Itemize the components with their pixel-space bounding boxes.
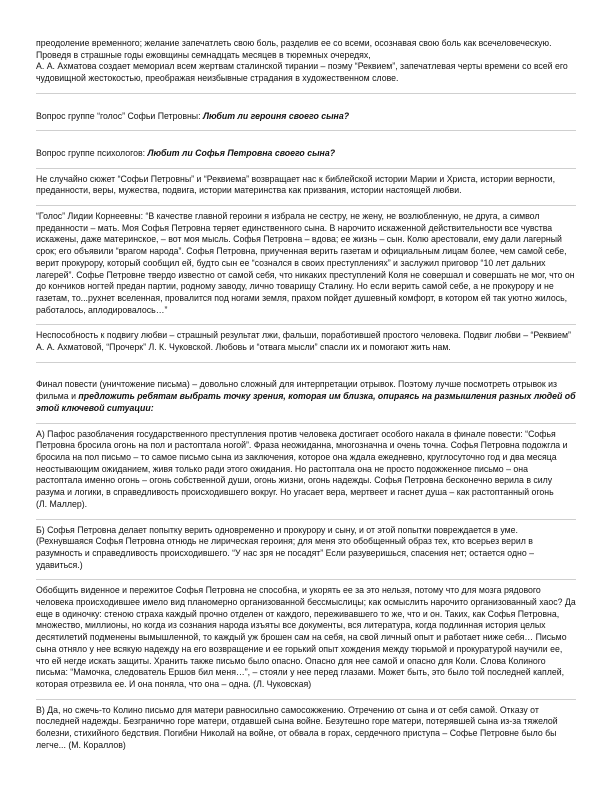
separator [36,699,576,700]
viewpoint-b: Б) Софья Петровна делает попытку верить одновременно и прокурору и сыну, и от этой попытки повреждается в уме. (Рехнувшаяся Софья Петровна отнюдь не лирическая героиня; для меня это обобщенный образ тех, кто всерьез верил в разумность и справедливость происходившего. “У нас зря не посадят” Если разуверишься, спасения нет; остается одно – удавиться.) [36,524,535,570]
separator [36,324,576,325]
question-voice-prefix: Вопрос группе “голос” Софьи Петровны: [36,110,203,121]
separator [36,519,576,520]
viewpoint-v: В) Да, но сжечь-то Колино письмо для матери равносильно самосожжению. Отречению от сына и от себя самой. Отказу от последней надежды. Безгранично горе матери, отдавшей сына войне. Безутешно горе матери, потерявшей сына из-за тяжелой болезни, стихийного бедствия. Погибни Николай на войне, от обвала в горах, сердечного приступа – Софье Петровне было бы легче... (М. Кораллов) [36,704,558,750]
question-psychologists-prefix: Вопрос группе психологов: [36,147,148,158]
question-psychologists-text: Любит ли Софья Петровна своего сына? [147,147,336,158]
separator [36,362,576,363]
intro-paragraph: преодоление временного; желание запечатлеть свою боль, разделив ее со всеми, осознавая свою боль как всечеловеческую. Проведя в страшные годы ежовщины семнадцать месяцев в тюремных очередях, А. А. Ахматова создает мемориал всем жертвам сталинской тирании – поэму “Реквием”, запечатлевая черты времени со всей его чудовищной жестокостью, преображая неизбывные страдания в художественном слове. [36,38,568,84]
viewpoint-a: А) Пафос разоблачения государственного преступления против человека достигает особого накала в финале повести: “Софья Петровна бросила огонь на пол и растоптала ногой”. Фраза неожиданна, многозначна и очень точна. Софья Петровна подожгла и бросила на пол письмо – то самое письмо сына из заключения, которое она ждала ежедневно, круглосуточно год и два месяца неостывающим ожиданием, живя только ради этого ожидания. Но растоптала она не просто подожженное письмо – она растоптала именно огонь – огонь собственной души, огонь жизни, огонь надежды. Софья Петровна бесконечно верила в силу разума и логики, в справедливость происходившего вокруг. Но угасает вера, мертвеет и гаснет душа – как растоптанный огонь (Л. Маллер). [36,428,568,509]
impossibility-paragraph: Неспособность к подвигу любви – страшный результат лжи, фальши, поработившей простого человека. Подвиг любви – “Реквием” А. А. Ахматовой, “Прочерк” Л. К. Чуковской. Любовь и “отвага мысли” спасли их и помогают жить нам. [36,330,571,353]
separator [36,579,576,580]
author-voice-paragraph: “Голос” Лидии Корнеевны: “В качестве главной героини я избрала не сестру, не жену, не возлюбленную, не друга, а символ преданности – мать. Моя Софья Петровна теряет единственного сына. В нарочито искаженной действительности все чувства искажены, даже материнское, – вот моя мысль. Софья Петровна – вдова; ее жизнь – сын. Колю арестовали, ему дали лагерный срок; его объявили “врагом народа”. Софья Петровна, приученная верить газетам и официальным лицам более, чем самой себе, верит прокурору, который сообщил ей, будто сын ее “сознался в своих преступлениях” и заслужил приговор “10 лет дальних лагерей”. Софье Петровне твердо известно от самой себя, что никаких преступлений Коля не совершал и совершать не мог, что он до кончиков ногтей предан партии, родному заводу, лично товарищу Сталину. Но если верить самой себе, а не прокурору и не газетам, то...рухнет вселенная, провалится под ногами земля, прахом пойдет душевный комфорт, в котором ей так уютно жилось, работалось, аплодировалось…” [36,211,575,315]
final-paragraph-emphasis: предложить ребятам выбрать точку зрения, которая им близка, опираясь на размышления разных людей об этой ключевой ситуации: [36,391,576,413]
separator [36,93,576,94]
question-psychologists [36,136,576,159]
separator [36,205,576,206]
question-voice [36,99,576,122]
final-paragraph [36,368,576,415]
separator [36,168,576,169]
final-paragraph-text: Финал повести (уничтожение письма) – довольно сложный для интерпретации отрывок. Поэтому лучше посмотреть отрывок из фильма и [36,379,558,402]
separator [36,130,576,131]
parallel-paragraph: Не случайно сюжет “Софьи Петровны” и “Реквиема” возвращает нас к библейской истории Марии и Христа, истории верности, преданности, веры, мужества, подвига, истории материнства как призвания, истории настоящей любви. [36,173,556,196]
separator [36,423,576,424]
viewpoint-chukovskaya: Обобщить виденное и пережитое Софья Петровна не способна, и укорять ее за это нельзя, потому что для мозга рядового человека происходившее имело вид планомерно организованной бессмыслицы; как осмыслить нарочито организованный хаос? Да еще в одиночку: стеною страха каждый прочно отделен от каждого, переживавшего то же, что и он. Таких, как Софья Петровна, множество, миллионы, но когда из сознания народа изъяты все документы, вся литература, когда подлинная история целых десятилетий подменены вымышленной, то каждый уж брошен сам на себя, на свой личный опыт и работает ниже себя… Письмо сына отняло у нее всякую надежду на его возвращение и ее горький опыт хождения между тюрьмой и прокуратурой научили ее, что ей негде искать защиты. Хранить также письмо было опасно. Опасно для нее самой и опасно для Коли. Слова Колиного письма: “Мамочка, следователь Ершов бил меня…”, – стояли у нее перед глазами. Может быть, это было той последней каплей, которая отрезвила ее. И она поняла, что она – одна. (Л. Чуковская) [36,585,576,689]
question-voice-text: Любит ли героиня своего сына? [202,110,350,121]
